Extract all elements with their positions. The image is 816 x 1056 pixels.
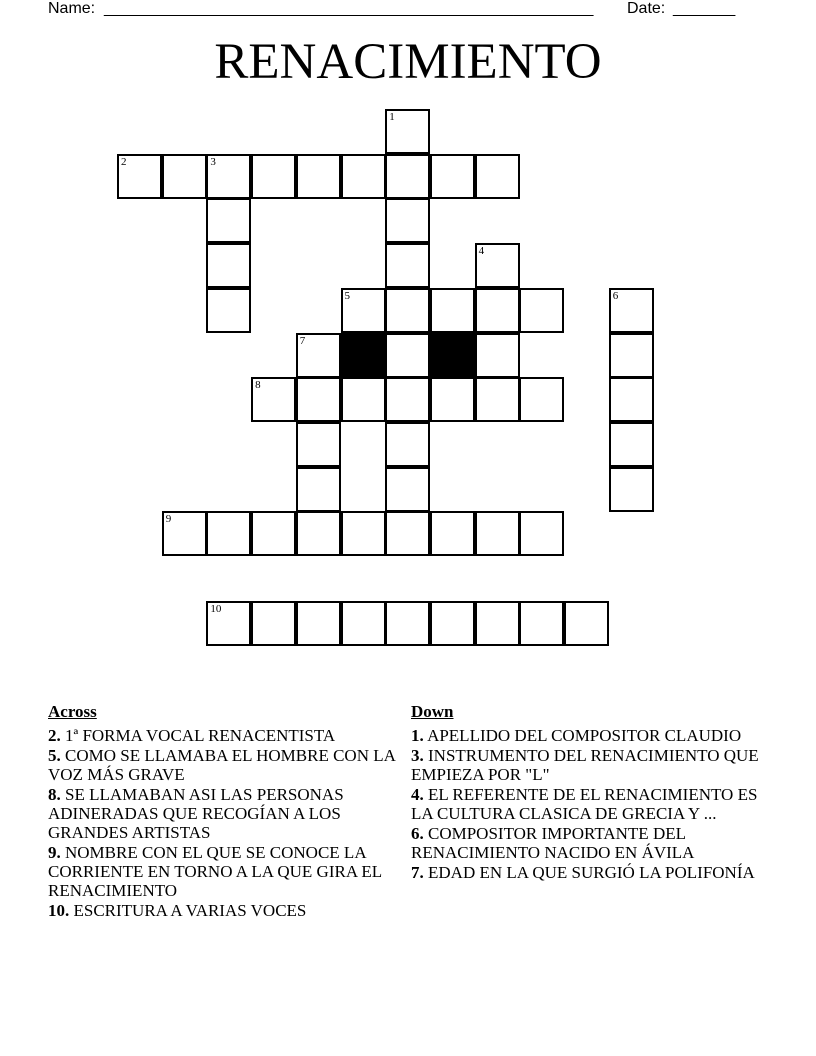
down-heading: Down (411, 702, 454, 721)
crossword-cell[interactable] (609, 288, 654, 333)
clue-item-text: 1ª FORMA VOCAL RENACENTISTA (65, 726, 336, 745)
clue-item (48, 746, 400, 784)
crossword-cell[interactable] (385, 154, 430, 199)
crossword-cell[interactable] (430, 511, 475, 556)
crossword-cell[interactable] (519, 288, 564, 333)
crossword-cell[interactable] (519, 601, 564, 646)
clue-item-number: 4. (411, 785, 424, 804)
crossword-cell[interactable] (385, 109, 430, 154)
clue-number: 3 (210, 155, 216, 168)
clue-item-text: COMPOSITOR IMPORTANTE DEL RENACIMIENTO NACIDO EN ÁVILA (411, 824, 695, 862)
crossword-cell[interactable] (475, 333, 520, 378)
clue-item (411, 824, 781, 862)
clue-item (48, 901, 400, 920)
crossword-cell[interactable] (609, 467, 654, 512)
crossword-cell[interactable] (385, 467, 430, 512)
clue-item-number: 8. (48, 785, 61, 804)
crossword-cell[interactable] (341, 377, 386, 422)
clue-item-text: EDAD EN LA QUE SURGIÓ LA POLIFONÍA (428, 863, 755, 882)
clue-item-number: 3. (411, 746, 424, 765)
crossword-cell[interactable] (475, 511, 520, 556)
crossword-cell[interactable] (430, 154, 475, 199)
crossword-cell[interactable] (251, 377, 296, 422)
crossword-cell[interactable] (341, 511, 386, 556)
crossword-cell[interactable] (385, 511, 430, 556)
clue-item-text: INSTRUMENTO DEL RENACIMIENTO QUE EMPIEZA POR "L" (411, 746, 759, 784)
crossword-cell[interactable] (296, 422, 341, 467)
clue-item-number: 6. (411, 824, 424, 843)
clue-item-text: NOMBRE CON EL QUE SE CONOCE LA CORRIENTE EN TORNO A LA QUE GIRA EL RENACIMIENTO (48, 843, 382, 900)
clue-number: 2 (121, 155, 127, 168)
crossword-cell[interactable] (609, 333, 654, 378)
clue-item-text: ESCRITURA A VARIAS VOCES (73, 901, 307, 920)
across-clue-list (48, 726, 400, 920)
date-field-line: _______ (673, 0, 736, 17)
clue-number: 6 (612, 289, 619, 302)
crossword-cell[interactable] (296, 601, 341, 646)
crossword-black-cell (430, 333, 475, 378)
crossword-cell[interactable] (609, 377, 654, 422)
crossword-cell[interactable] (519, 377, 564, 422)
clue-item-number: 5. (48, 746, 61, 765)
crossword-cell[interactable] (385, 333, 430, 378)
crossword-cell[interactable] (162, 154, 207, 199)
crossword-cell[interactable] (296, 511, 341, 556)
crossword-cell[interactable] (430, 377, 475, 422)
crossword-cell[interactable] (475, 601, 520, 646)
clue-item (48, 843, 400, 900)
across-heading: Across (48, 702, 97, 721)
clue-number: 1 (389, 111, 395, 123)
crossword-cell[interactable] (296, 377, 341, 422)
clue-item (411, 726, 781, 745)
crossword-cell[interactable] (206, 198, 251, 243)
clue-item (411, 785, 781, 823)
crossword-cell[interactable] (385, 288, 430, 333)
page-title: RENACIMIENTO (214, 34, 602, 90)
crossword-cell[interactable] (385, 422, 430, 467)
crossword-cell[interactable] (341, 288, 386, 333)
name-label: Name: (48, 0, 96, 17)
crossword-cell[interactable] (385, 243, 430, 288)
clue-item (48, 726, 400, 745)
clue-item (48, 785, 400, 842)
crossword-cell[interactable] (117, 154, 162, 199)
clue-item-number: 2. (48, 726, 61, 745)
crossword-cell[interactable] (296, 467, 341, 512)
clue-number: 8 (255, 379, 261, 392)
crossword-cell[interactable] (341, 154, 386, 199)
crossword-cell[interactable] (341, 601, 386, 646)
crossword-cell[interactable] (519, 511, 564, 556)
crossword-cell[interactable] (206, 288, 251, 333)
clue-item-text: APELLIDO DEL COMPOSITOR CLAUDIO (427, 726, 742, 745)
crossword-cell[interactable] (206, 243, 251, 288)
clue-item-number: 9. (48, 843, 61, 862)
crossword-cell[interactable] (430, 288, 475, 333)
crossword-cell[interactable] (609, 422, 654, 467)
crossword-cell[interactable] (385, 198, 430, 243)
clue-number: 7 (299, 334, 306, 347)
clue-item-text: COMO SE LLAMABA EL HOMBRE CON LA VOZ MÁS GRAVE (48, 746, 395, 784)
crossword-cell[interactable] (206, 601, 251, 646)
date-label: Date: (627, 0, 666, 17)
crossword-cell[interactable] (206, 154, 251, 199)
crossword-cell[interactable] (251, 601, 296, 646)
crossword-cell[interactable] (162, 511, 207, 556)
crossword-cell[interactable] (430, 601, 475, 646)
crossword-cell[interactable] (475, 288, 520, 333)
crossword-cell[interactable] (475, 377, 520, 422)
crossword-black-cell (341, 333, 386, 378)
clue-item-text: SE LLAMABAN ASI LAS PERSONAS ADINERADAS QUE RECOGÍAN A LOS GRANDES ARTISTAS (48, 785, 344, 842)
clue-number: 9 (165, 513, 172, 526)
crossword-cell[interactable] (385, 601, 430, 646)
across-clues (48, 702, 400, 921)
crossword-cell[interactable] (475, 154, 520, 199)
clue-item (411, 863, 781, 882)
down-clue-list (411, 726, 781, 882)
crossword-cell[interactable] (385, 377, 430, 422)
crossword-cell[interactable] (296, 154, 341, 199)
crossword-cell[interactable] (251, 154, 296, 199)
crossword-cell[interactable] (475, 243, 520, 288)
crossword-cell[interactable] (296, 333, 341, 378)
crossword-cell[interactable] (206, 511, 251, 556)
clue-item (411, 746, 781, 784)
crossword-cell[interactable] (251, 511, 296, 556)
clue-number: 10 (210, 602, 222, 615)
down-clues (411, 702, 781, 883)
name-field-line: _______________________________________________________ (104, 0, 594, 17)
clue-item-number: 10. (48, 901, 70, 920)
clue-item-number: 1. (411, 726, 424, 745)
clue-item-number: 7. (411, 863, 424, 882)
clue-item-text: EL REFERENTE DE EL RENACIMIENTO ES LA CULTURA CLASICA DE GRECIA Y ... (411, 785, 758, 823)
crossword-cell[interactable] (564, 601, 609, 646)
clue-number: 4 (478, 245, 485, 258)
clue-number: 5 (344, 289, 350, 302)
